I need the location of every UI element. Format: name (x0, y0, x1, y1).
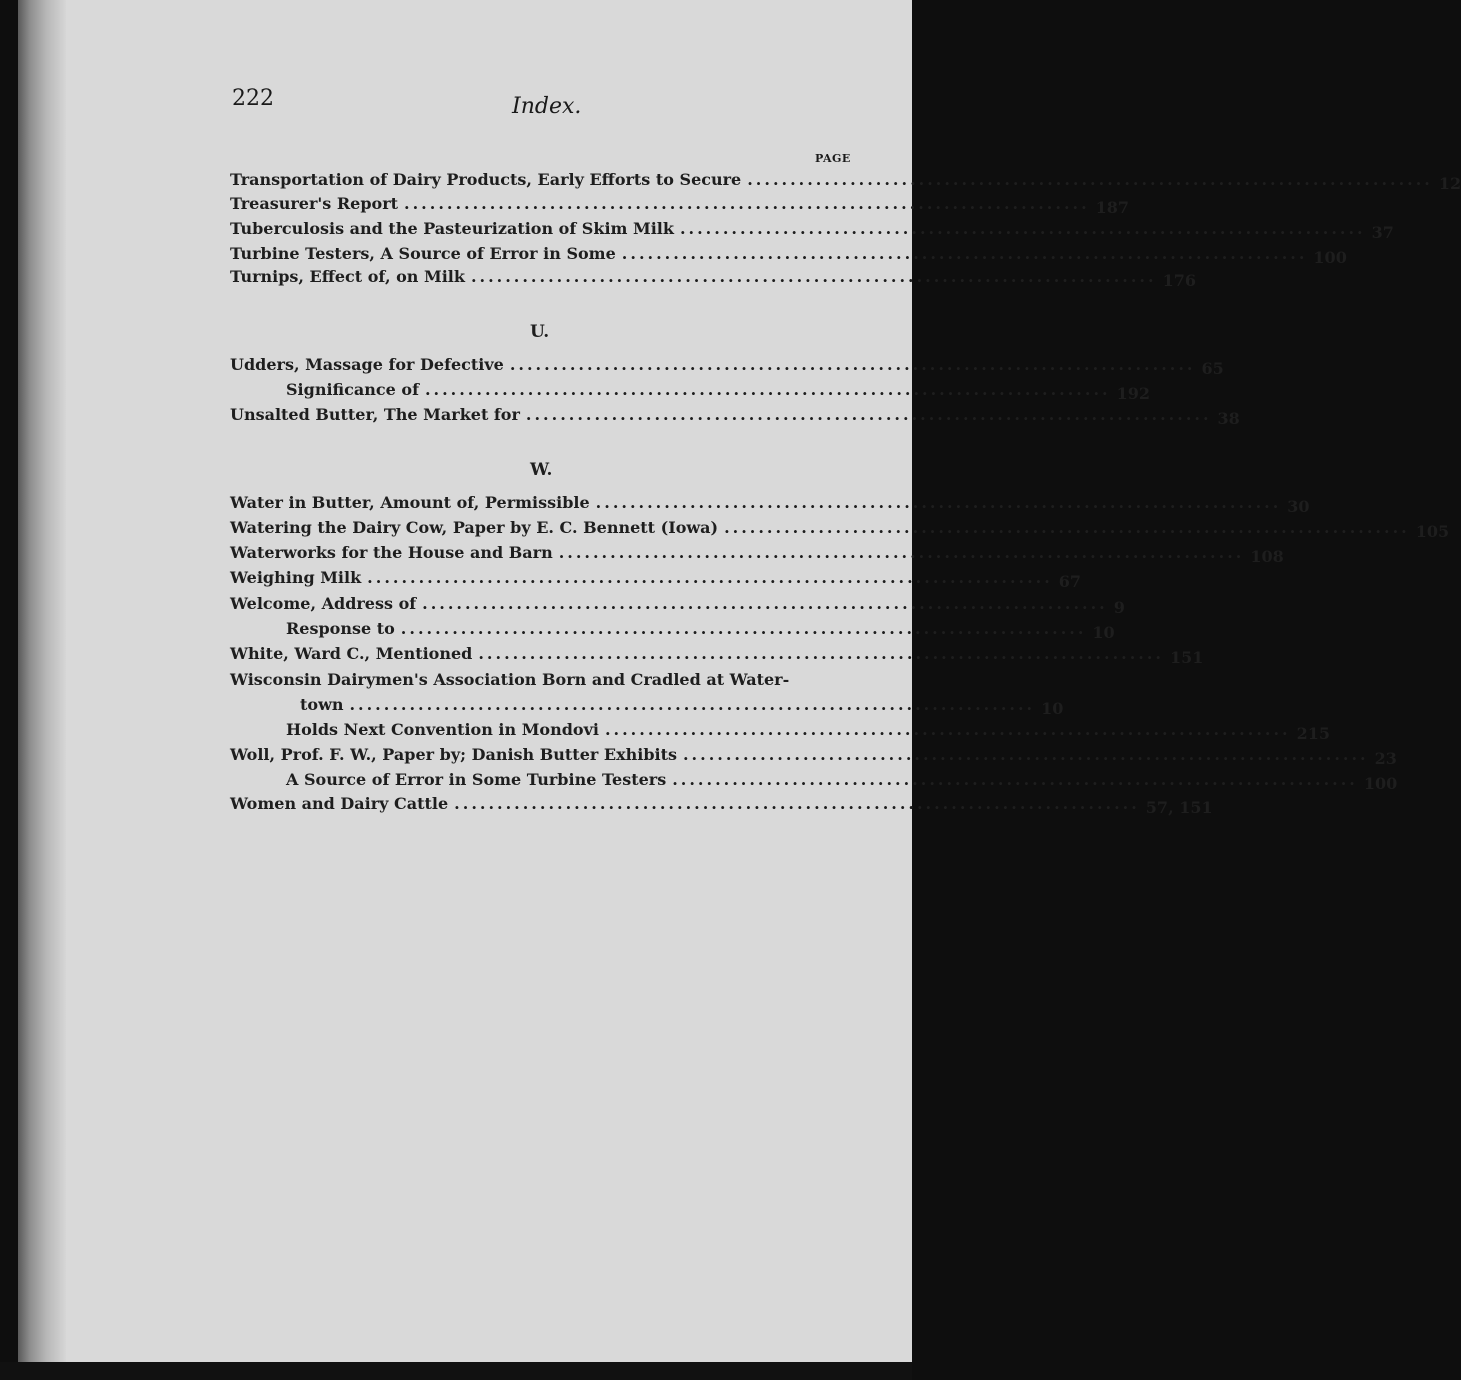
entry-term: Udders, Massage for Defective (230, 355, 504, 374)
dot-leader: ................................................................................ (621, 244, 1308, 263)
index-entry (230, 745, 1397, 768)
dot-leader: ................................................................................ (747, 170, 1433, 189)
index-entry (230, 794, 1213, 817)
entry-page: 67 (1058, 572, 1082, 591)
entry-page: 108 (1250, 547, 1284, 566)
entry-term: Turbine Testers, A Source of Error in Some (230, 244, 616, 263)
entry-term: Tuberculosis and the Pasteurization of Skim Milk (230, 219, 674, 238)
page-column-label: PAGE (815, 152, 851, 165)
index-entry (230, 644, 1204, 667)
entry-term: Women and Dairy Cattle (230, 794, 449, 813)
dot-leader: ................................................................................ (724, 518, 1410, 537)
entry-term: Treasurer's Report (230, 194, 399, 213)
dot-leader: ................................................................................ (454, 794, 1140, 813)
entry-term: Watering the Dairy Cow, Paper by E. C. Bennett (Iowa) (230, 518, 719, 537)
index-subentry (230, 380, 1150, 403)
scan-bottom-edge (0, 1362, 912, 1380)
index-entry (230, 355, 1224, 378)
dot-leader: ................................................................................ (604, 720, 1291, 739)
index-entry (230, 493, 1310, 516)
index-entry (230, 568, 1082, 591)
page-number: 222 (232, 86, 274, 111)
entry-term: Unsalted Butter, The Market for (230, 405, 520, 424)
entry-term: Waterworks for the House and Barn (230, 543, 553, 562)
dot-leader: ................................................................................ (478, 644, 1164, 663)
entry-page: 57, 151 (1145, 798, 1213, 817)
entry-term: Turnips, Effect of, on Milk (230, 267, 465, 286)
dot-leader: ................................................................................ (400, 619, 1087, 638)
entry-term: White, Ward C., Mentioned (230, 644, 473, 663)
index-entry (230, 594, 1125, 617)
index-entry (230, 170, 1461, 193)
running-head: Index. (512, 94, 582, 119)
dot-leader: ................................................................................ (509, 355, 1196, 374)
index-subentry (230, 770, 1398, 793)
index-entry (230, 244, 1347, 267)
dot-leader: ................................................................................ (558, 543, 1245, 562)
dot-leader: ................................................................................ (424, 380, 1111, 399)
entry-page: 10 (1092, 623, 1115, 642)
index-subentry (230, 619, 1115, 642)
book-spine (18, 0, 66, 1362)
entry-term: Weighing Milk (230, 568, 362, 587)
dot-leader: ................................................................................ (595, 493, 1282, 512)
index-entry (230, 405, 1240, 428)
dot-leader: ................................................................................ (470, 267, 1157, 286)
entry-page: 23 (1374, 749, 1397, 768)
index-entry (230, 670, 852, 692)
entry-page: 105 (1415, 522, 1450, 541)
entry-term: Significance of (286, 380, 419, 399)
section-letter-w: W. (530, 460, 553, 480)
entry-term: Welcome, Address of (230, 594, 417, 613)
entry-term: Transportation of Dairy Products, Early Efforts to Secure (230, 170, 742, 189)
index-entry-continuation (230, 695, 1064, 718)
section-letter-u: U. (530, 322, 550, 342)
entry-page: 215 (1296, 724, 1330, 743)
entry-term: Wisconsin Dairymen's Association Born and Cradled at Water- (230, 670, 790, 689)
entry-page: 38 (1217, 409, 1240, 428)
entry-term: A Source of Error in Some Turbine Testers (286, 770, 667, 789)
entry-page: 100 (1363, 774, 1398, 793)
entry-term: Holds Next Convention in Mondovi (286, 720, 599, 739)
dot-leader: ................................................................................ (682, 745, 1369, 764)
dot-leader: ................................................................................ (525, 405, 1212, 424)
index-subentry (230, 720, 1330, 743)
index-entry (230, 219, 1394, 242)
entry-term: town (300, 695, 344, 714)
entry-page: 12 (1438, 174, 1461, 193)
dot-leader: ................................................................................ (367, 568, 1053, 587)
entry-page: 30 (1287, 497, 1310, 516)
entry-page: 9 (1113, 598, 1125, 617)
dot-leader: ................................................................................ (672, 770, 1358, 789)
entry-page: 187 (1095, 198, 1130, 217)
entry-term: Water in Butter, Amount of, Permissible (230, 493, 590, 512)
entry-page: 192 (1116, 384, 1150, 403)
dot-leader: ................................................................................ (679, 219, 1366, 238)
dot-leader: ................................................................................ (349, 695, 1036, 714)
dot-leader: ................................................................................ (404, 194, 1090, 213)
entry-term: Woll, Prof. F. W., Paper by; Danish Butter Exhibits (230, 745, 677, 764)
entry-page: 37 (1371, 223, 1394, 242)
entry-page: 151 (1169, 648, 1204, 667)
entry-page: 65 (1201, 359, 1224, 378)
entry-page: 176 (1162, 271, 1196, 290)
index-entry (230, 518, 1450, 541)
index-entry (230, 267, 1196, 290)
entry-page: 100 (1313, 248, 1347, 267)
entry-page: 10 (1041, 699, 1064, 718)
index-entry (230, 194, 1130, 217)
entry-term: Response to (286, 619, 395, 638)
index-entry (230, 543, 1284, 566)
dot-leader: ................................................................................ (422, 594, 1108, 613)
